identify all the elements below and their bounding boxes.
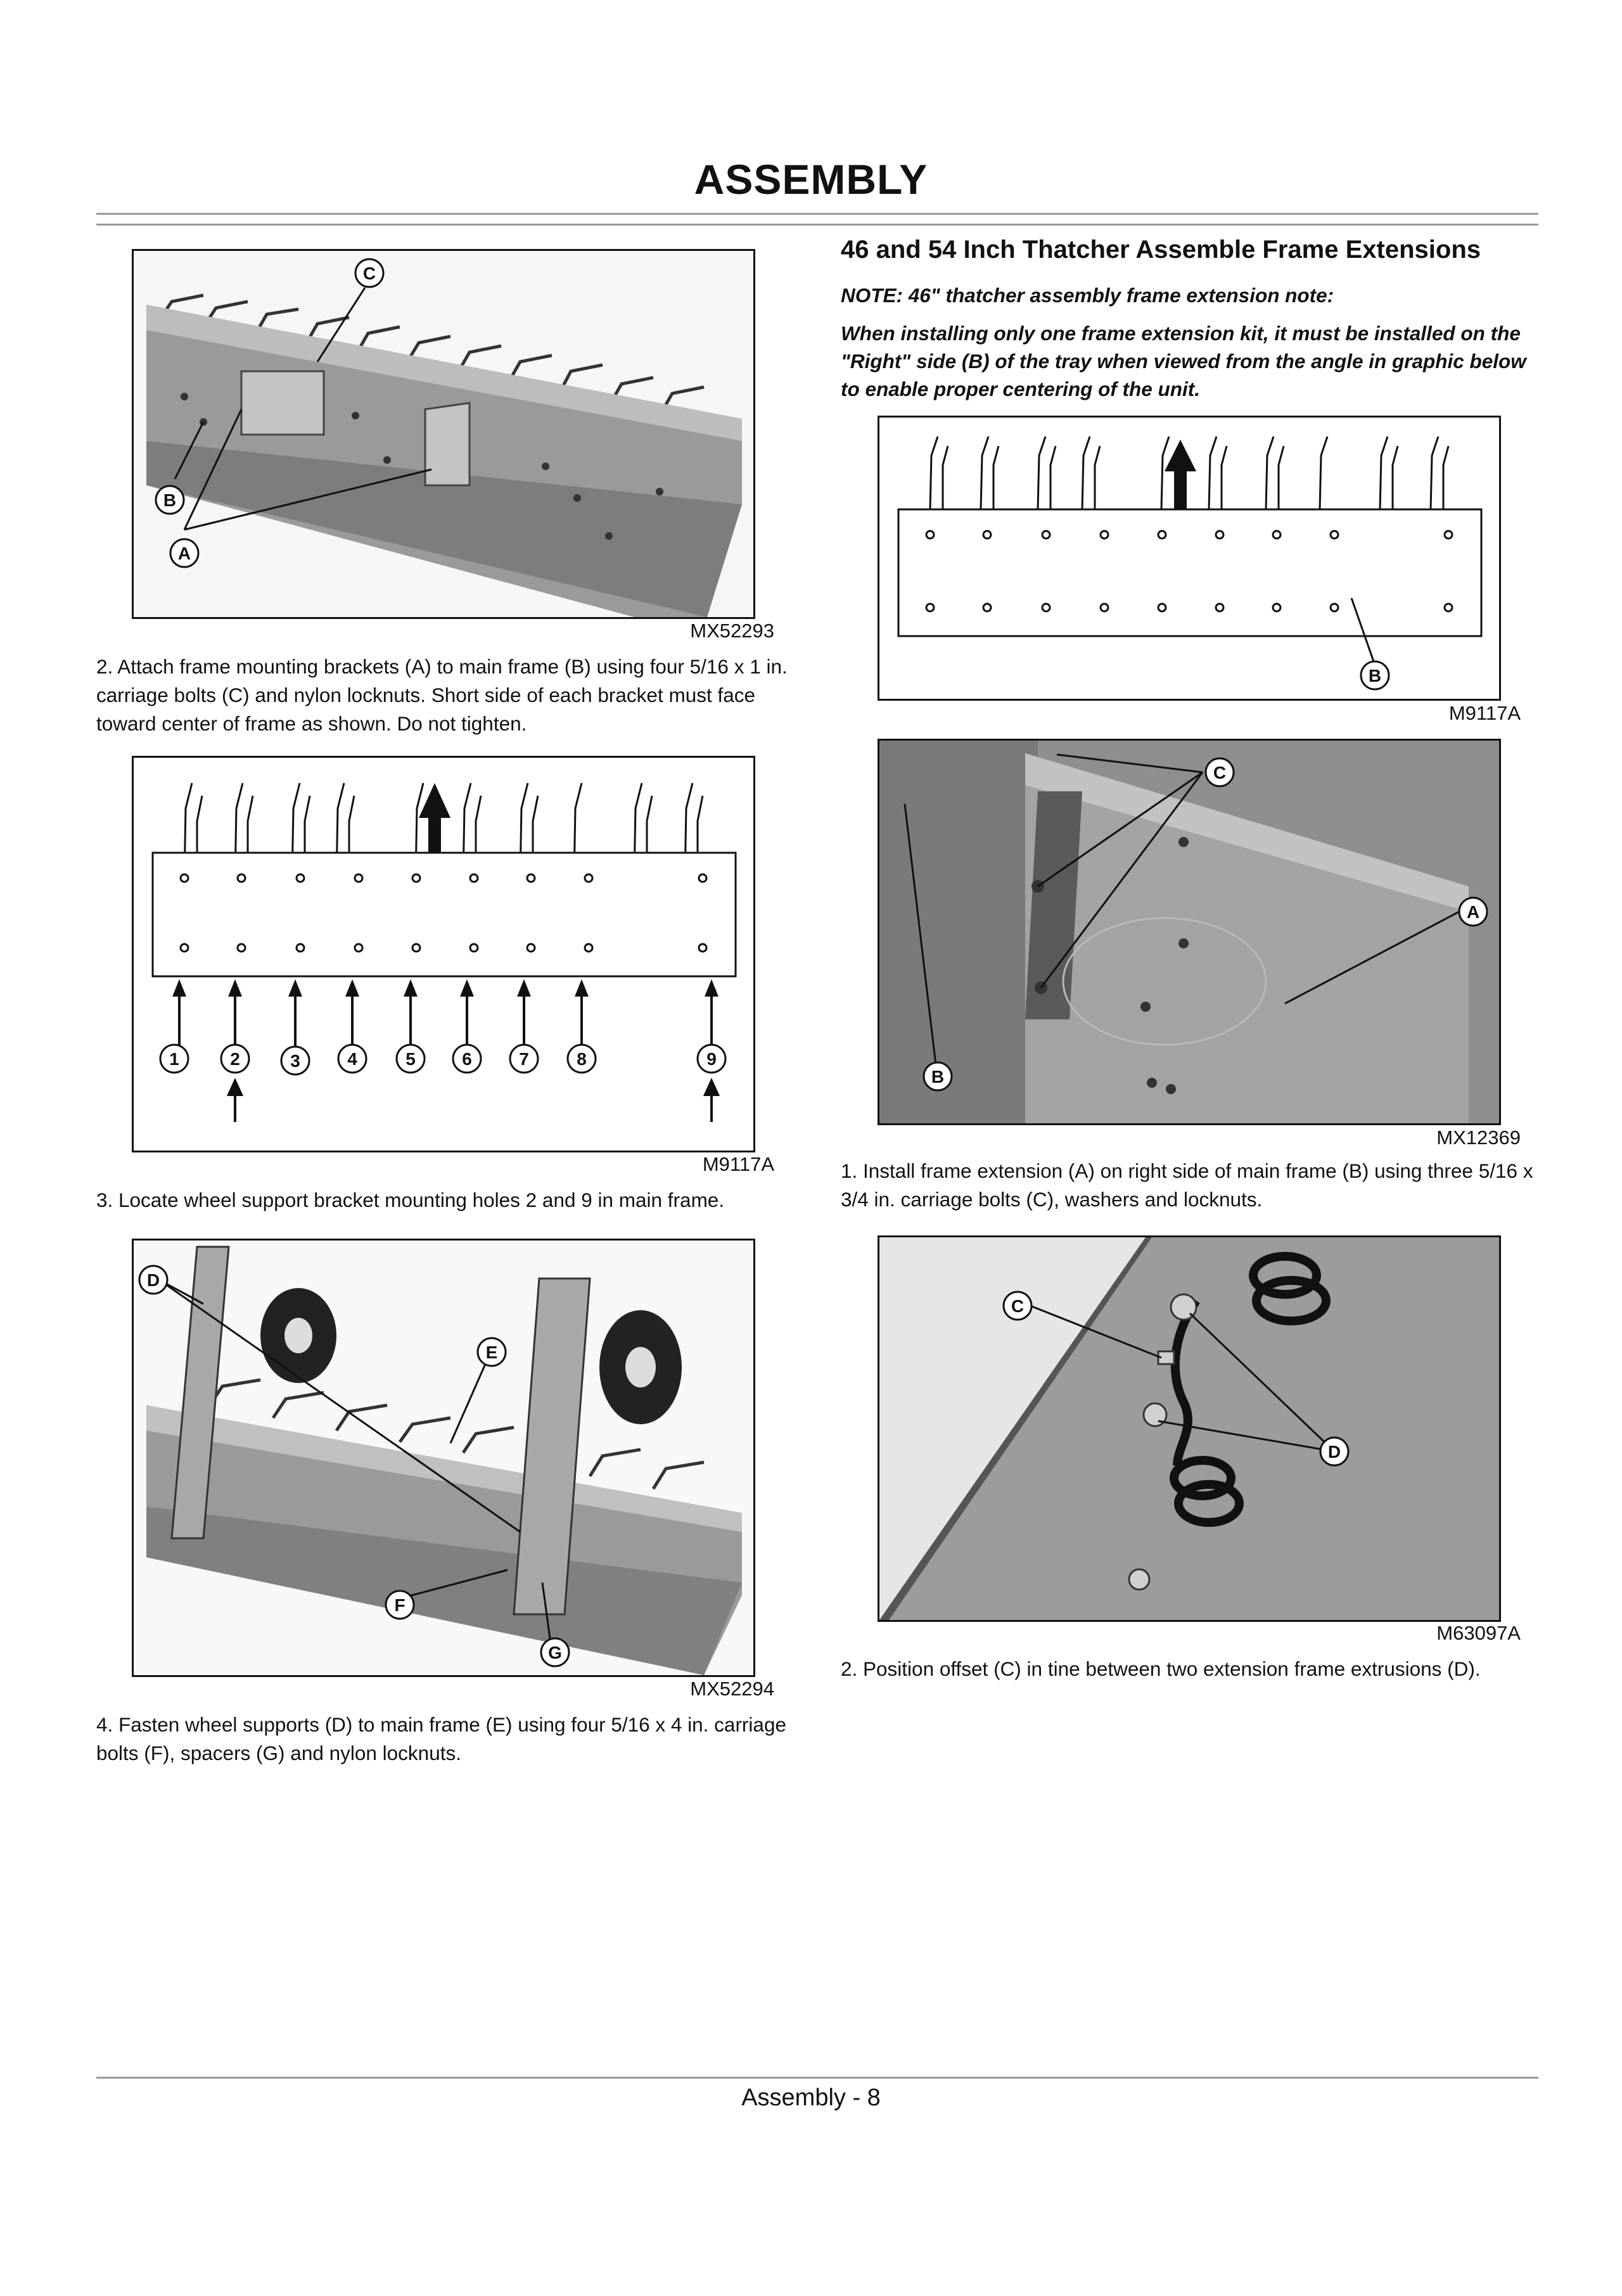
figure-id: M9117A [702,1153,774,1175]
label-d: D [1327,1442,1341,1462]
wheel-support-photo [134,1240,753,1675]
figure-m9117a-holes [132,756,755,1152]
figure-id: MX52293 [690,620,774,642]
figure-id: MX12369 [1436,1126,1521,1149]
label-a: A [1466,902,1480,922]
step-2-right-text: 2. Position offset (C) in tine between two extension frame extrusions (D). [841,1657,1481,1680]
hole-label-8: 8 [577,1049,587,1069]
hole-label-4: 4 [347,1049,357,1069]
label-c: C [362,264,376,283]
label-d: D [146,1270,160,1290]
hole-label-7: 7 [519,1049,529,1069]
hole-label-2: 2 [230,1049,240,1069]
figure-mx52293 [132,249,755,619]
figure-mx52294 [132,1239,755,1677]
page-footer: Assembly - 8 [741,2084,881,2111]
label-b: B [1368,666,1382,686]
note-body: When installing only one frame extension kit, it must be installed on the "Right" side (B) of the tray when viewed from the angle in graphic below to enable proper centering of the unit. [841,322,1526,400]
step-4-text: 4. Fasten wheel supports (D) to main frame (E) using four 5/16 x 4 in. carriage bolts (F), spacers (G) and nylon locknuts. [96,1713,786,1764]
frame-bracket-photo [134,251,753,617]
hole-label-1: 1 [169,1049,179,1069]
title-rule [96,213,1538,226]
figure-id: M9117A [1448,702,1521,724]
label-g: G [548,1643,562,1662]
label-c: C [1011,1296,1025,1316]
frame-extension-photo [879,741,1499,1123]
hole-label-9: 9 [706,1049,717,1069]
figure-m9117a-right [878,416,1501,701]
figure-mx12369 [878,739,1501,1125]
step-3-text: 3. Locate wheel support bracket mounting holes 2 and 9 in main frame. [96,1189,725,1211]
figure-m63097a [878,1235,1501,1622]
label-c: C [1213,763,1227,782]
footer-rule [96,2077,1538,2079]
label-f: F [394,1595,406,1615]
page-title: ASSEMBLY [694,156,928,203]
figure-id: MX52294 [690,1678,774,1700]
hole-label-5: 5 [406,1049,416,1069]
note-label: NOTE: 46" thatcher assembly frame extension note: [841,284,1334,307]
label-b: B [931,1067,945,1087]
hole-label-6: 6 [462,1049,472,1069]
right-side-diagram [879,418,1499,699]
offset-detail-photo [879,1237,1499,1620]
label-b: B [163,490,177,510]
hole-diagram [134,758,753,1151]
step-2-text: 2. Attach frame mounting brackets (A) to main frame (B) using four 5/16 x 1 in. carriage bolts (C) and nylon locknuts. Short side of each bracket must face toward center of frame as shown. Do not tighten. [96,655,788,735]
section-heading: 46 and 54 Inch Thatcher Assemble Frame Extensions [841,236,1481,264]
hole-label-3: 3 [290,1051,300,1071]
figure-id: M63097A [1436,1622,1521,1644]
label-e: E [485,1343,498,1362]
step-1-text: 1. Install frame extension (A) on right side of main frame (B) using three 5/16 x 3/4 in. carriage bolts (C), washers and locknuts. [841,1159,1533,1211]
label-a: A [177,544,191,563]
